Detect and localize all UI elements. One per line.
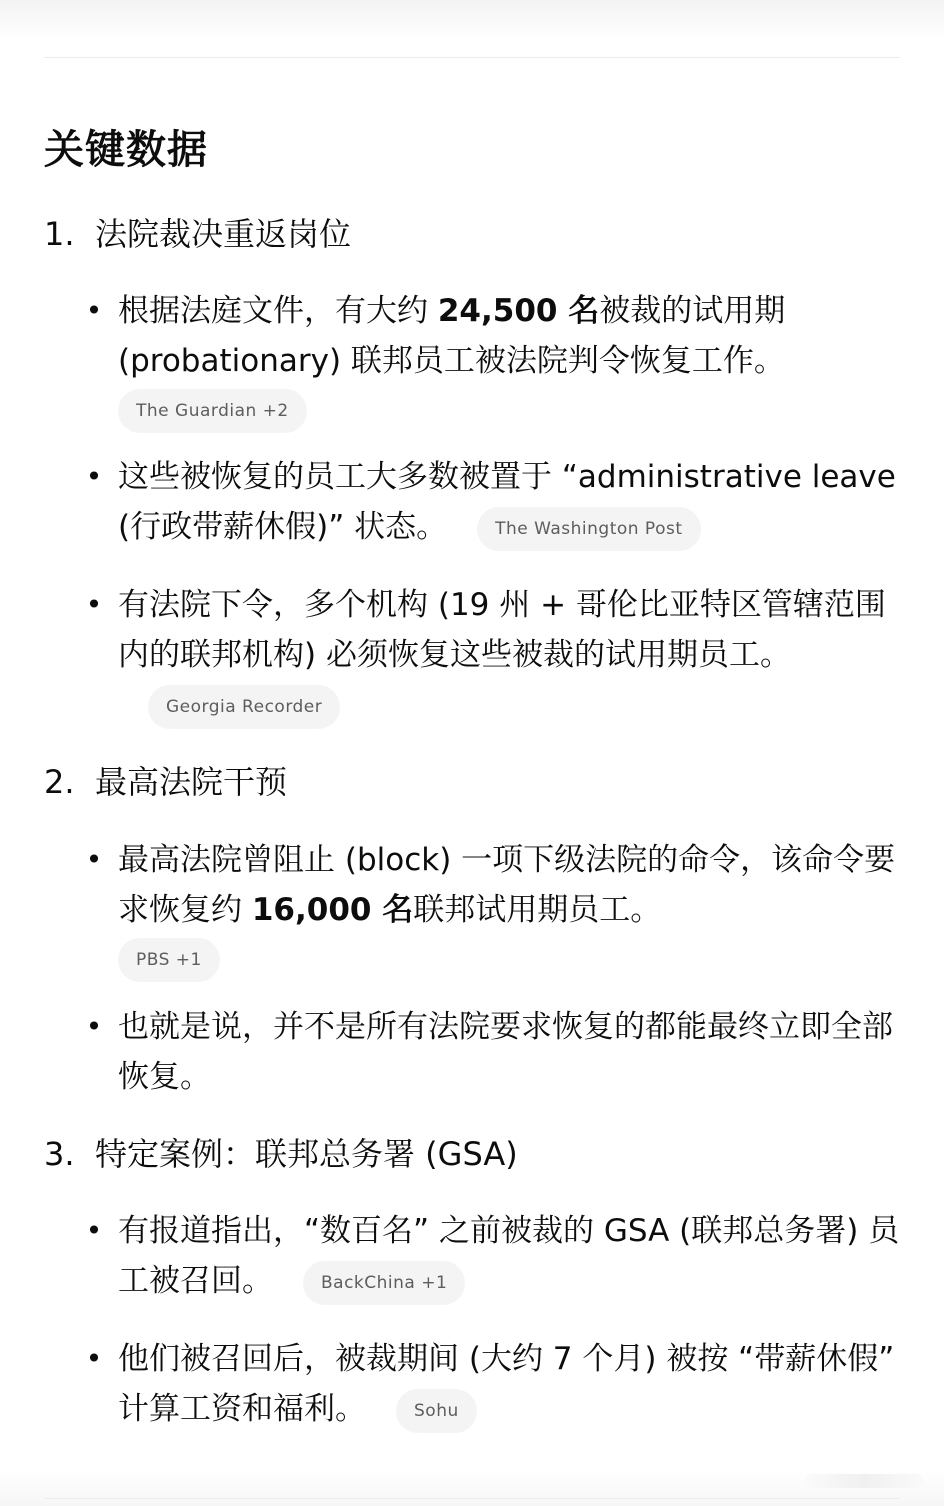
source-chip-pbs[interactable]: PBS +1 (118, 938, 220, 982)
text-segment: 有法院下令，多个机构 (19 州 + 哥伦比亚特区管辖范围内的联邦机构) 必须恢复这些被裁的试用期员工。 (118, 587, 886, 673)
source-chip-washington-post[interactable]: The Washington Post (477, 507, 700, 551)
top-divider (44, 57, 900, 58)
section-title-text: 法院裁决重返岗位 (95, 215, 352, 253)
source-chip-sohu[interactable]: Sohu (396, 1389, 477, 1433)
source-chip-guardian[interactable]: The Guardian +2 (118, 389, 307, 433)
watermark-logo (804, 1474, 924, 1488)
list-item-text (118, 1334, 903, 1434)
list-item-text (118, 452, 903, 552)
source-chip-georgia-recorder[interactable]: Georgia Recorder (148, 685, 340, 729)
section-3-title (44, 1132, 518, 1176)
section-number: 3. (44, 1135, 75, 1173)
text-segment: 他们被召回后，被裁期间 (大约 7 个月) 被按 “带薪休假” 计算工资和福利。 (118, 1341, 895, 1427)
bullet-dot: • (85, 1214, 103, 1247)
bullet-dot: • (85, 1342, 103, 1375)
bottom-divider (44, 1498, 900, 1499)
list-item-text (118, 1206, 903, 1306)
section-title-text: 特定案例：联邦总务署 (GSA) (95, 1135, 518, 1173)
text-segment: 联邦试用期员工。 (413, 892, 662, 928)
emphasis-number: 24,500 名 (437, 293, 600, 329)
list-item-text (118, 835, 903, 982)
top-fade (0, 0, 944, 40)
section-1-title (44, 212, 351, 256)
text-segment: 最高法院曾阻止 (block) 一项下级法院的命令，该命令要求恢复约 (118, 842, 896, 928)
bullet-dot: • (85, 460, 103, 493)
text-segment: 这些被恢复的员工大多数被置于 “administrative leave (行政带薪休假)” 状态。 (118, 459, 896, 545)
bottom-fade (0, 1470, 944, 1506)
section-number: 1. (44, 215, 75, 253)
section-title-text: 最高法院干预 (95, 763, 288, 801)
bullet-dot: • (85, 843, 103, 876)
section-2-title (44, 760, 287, 804)
emphasis-number: 16,000 名 (251, 892, 414, 928)
bullet-dot: • (85, 294, 103, 327)
section-number: 2. (44, 763, 75, 801)
section-heading: 关键数据 (44, 127, 208, 173)
text-segment: 根据法庭文件，有大约 (118, 293, 438, 329)
list-item-text (118, 580, 903, 730)
text-segment: 被裁的试用期 (probationary) 联邦员工被法院判令恢复工作。 (118, 293, 786, 379)
list-item-text (118, 1002, 903, 1102)
bullet-dot: • (85, 1010, 103, 1043)
text-segment: 有报道指出，“数百名” 之前被裁的 GSA (联邦总务署) 员工被召回。 (118, 1213, 900, 1299)
source-chip-backchina[interactable]: BackChina +1 (303, 1261, 465, 1305)
text-segment: 也就是说，并不是所有法院要求恢复的都能最终立即全部恢复。 (118, 1009, 893, 1095)
list-item-text (118, 286, 903, 433)
bullet-dot: • (85, 588, 103, 621)
